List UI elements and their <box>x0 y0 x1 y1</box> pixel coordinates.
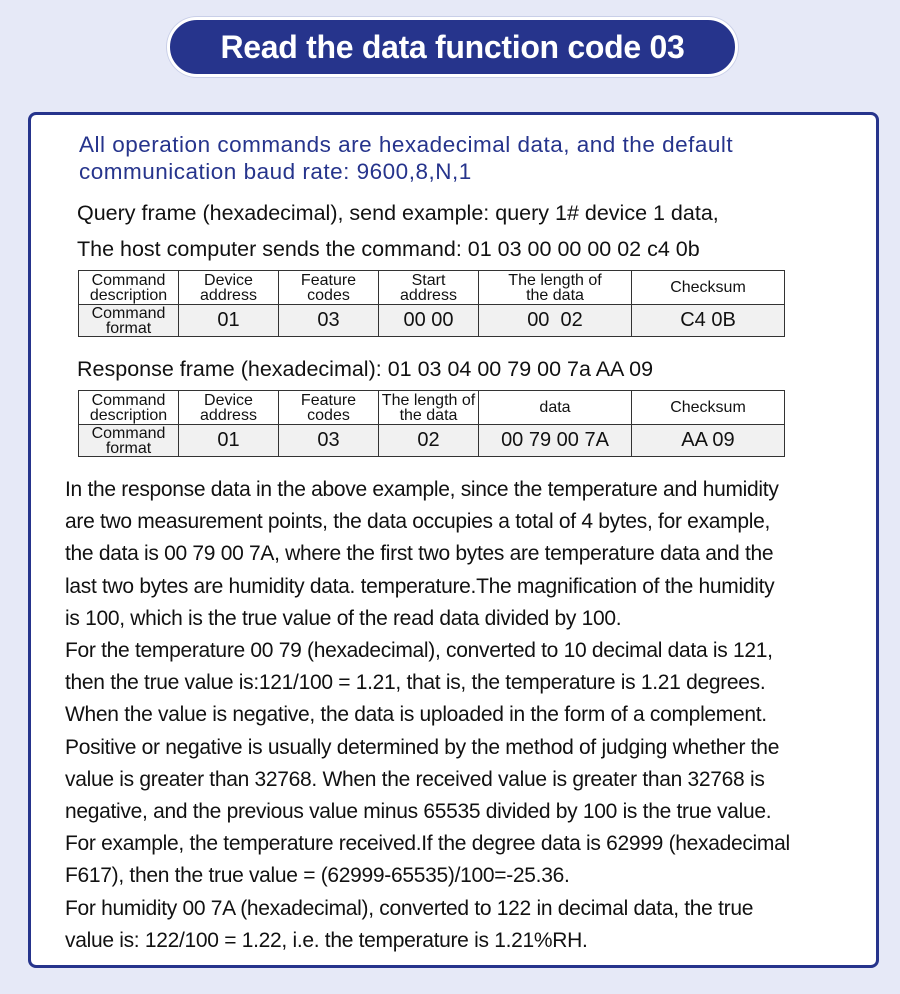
table-cell: 02 <box>379 425 479 457</box>
explanation-line: For the temperature 00 79 (hexadecimal), converted to 10 decimal data is 121, <box>65 639 773 663</box>
table-row <box>79 305 785 337</box>
explanation-line: When the value is negative, the data is uploaded in the form of a complement. <box>65 703 767 727</box>
query-frame-table <box>78 270 785 337</box>
response-frame-line: Response frame (hexadecimal): 01 03 04 00 79 00 7a AA 09 <box>77 357 654 381</box>
table-cell: 01 <box>179 425 279 457</box>
table-header-row <box>79 391 785 425</box>
table-header-cell: data <box>479 391 632 425</box>
explanation-line: Positive or negative is usually determined by the method of judging whether the <box>65 735 780 759</box>
table-cell: AA 09 <box>632 425 785 457</box>
page-title: Read the data function code 03 <box>167 17 738 77</box>
query-command-line: The host computer sends the command: 01 03 00 00 00 02 c4 0b <box>77 237 700 261</box>
explanation-line: F617), then the true value = (62999-65535)/100=-25.36. <box>65 864 570 888</box>
explanation-line: value is: 122/100 = 1.22, i.e. the temperature is 1.21%RH. <box>65 928 588 952</box>
table-header-cell: Start address <box>379 271 479 305</box>
table-cell: 00 00 <box>379 305 479 337</box>
table-header-cell: Device address <box>179 391 279 425</box>
explanation-line: For humidity 00 7A (hexadecimal), converted to 122 in decimal data, the true <box>65 896 754 920</box>
explanation-line: negative, and the previous value minus 65535 divided by 100 is the true value. <box>65 800 772 824</box>
table-cell: 00 02 <box>479 305 632 337</box>
table-cell: 03 <box>279 425 379 457</box>
query-example-line: Query frame (hexadecimal), send example: query 1# device 1 data, <box>77 201 719 225</box>
content-panel <box>28 112 879 968</box>
explanation-line: In the response data in the above example, since the temperature and humidity <box>65 478 779 501</box>
table-header-cell: Feature codes <box>279 271 379 305</box>
table-cell: Command format <box>79 425 179 457</box>
response-frame-table <box>78 390 785 457</box>
table-header-cell: Checksum <box>632 271 785 305</box>
explanation-line: the data is 00 79 00 7A, where the first two bytes are temperature data and the <box>65 542 774 566</box>
explanation-line: then the true value is:121/100 = 1.21, that is, the temperature is 1.21 degrees. <box>65 671 766 695</box>
table-cell: C4 0B <box>632 305 785 337</box>
table-header-cell: The length of the data <box>379 391 479 425</box>
table-header-cell: Device address <box>179 271 279 305</box>
explanation-line: For example, the temperature received.If the degree data is 62999 (hexadecimal <box>65 832 790 856</box>
explanation-line: are two measurement points, the data occupies a total of 4 bytes, for example, <box>65 510 770 534</box>
table-header-cell: Checksum <box>632 391 785 425</box>
explanation-text <box>65 474 877 957</box>
table-header-cell: Command description <box>79 271 179 305</box>
table-header-cell: Command description <box>79 391 179 425</box>
table-cell: 03 <box>279 305 379 337</box>
explanation-line: last two bytes are humidity data. temperature.The magnification of the humidity <box>65 574 775 598</box>
table-header-cell: Feature codes <box>279 391 379 425</box>
table-cell: Command format <box>79 305 179 337</box>
table-header-cell: The length of the data <box>479 271 632 305</box>
table-row <box>79 425 785 457</box>
table-header-row <box>79 271 785 305</box>
explanation-line: value is greater than 32768. When the received value is greater than 32768 is <box>65 767 765 791</box>
intro-text: All operation commands are hexadecimal data, and the default communication baud rate: 9600,8,N,1 <box>79 132 734 184</box>
explanation-line: is 100, which is the true value of the read data divided by 100. <box>65 606 622 630</box>
table-cell: 00 79 00 7A <box>479 425 632 457</box>
table-cell: 01 <box>179 305 279 337</box>
